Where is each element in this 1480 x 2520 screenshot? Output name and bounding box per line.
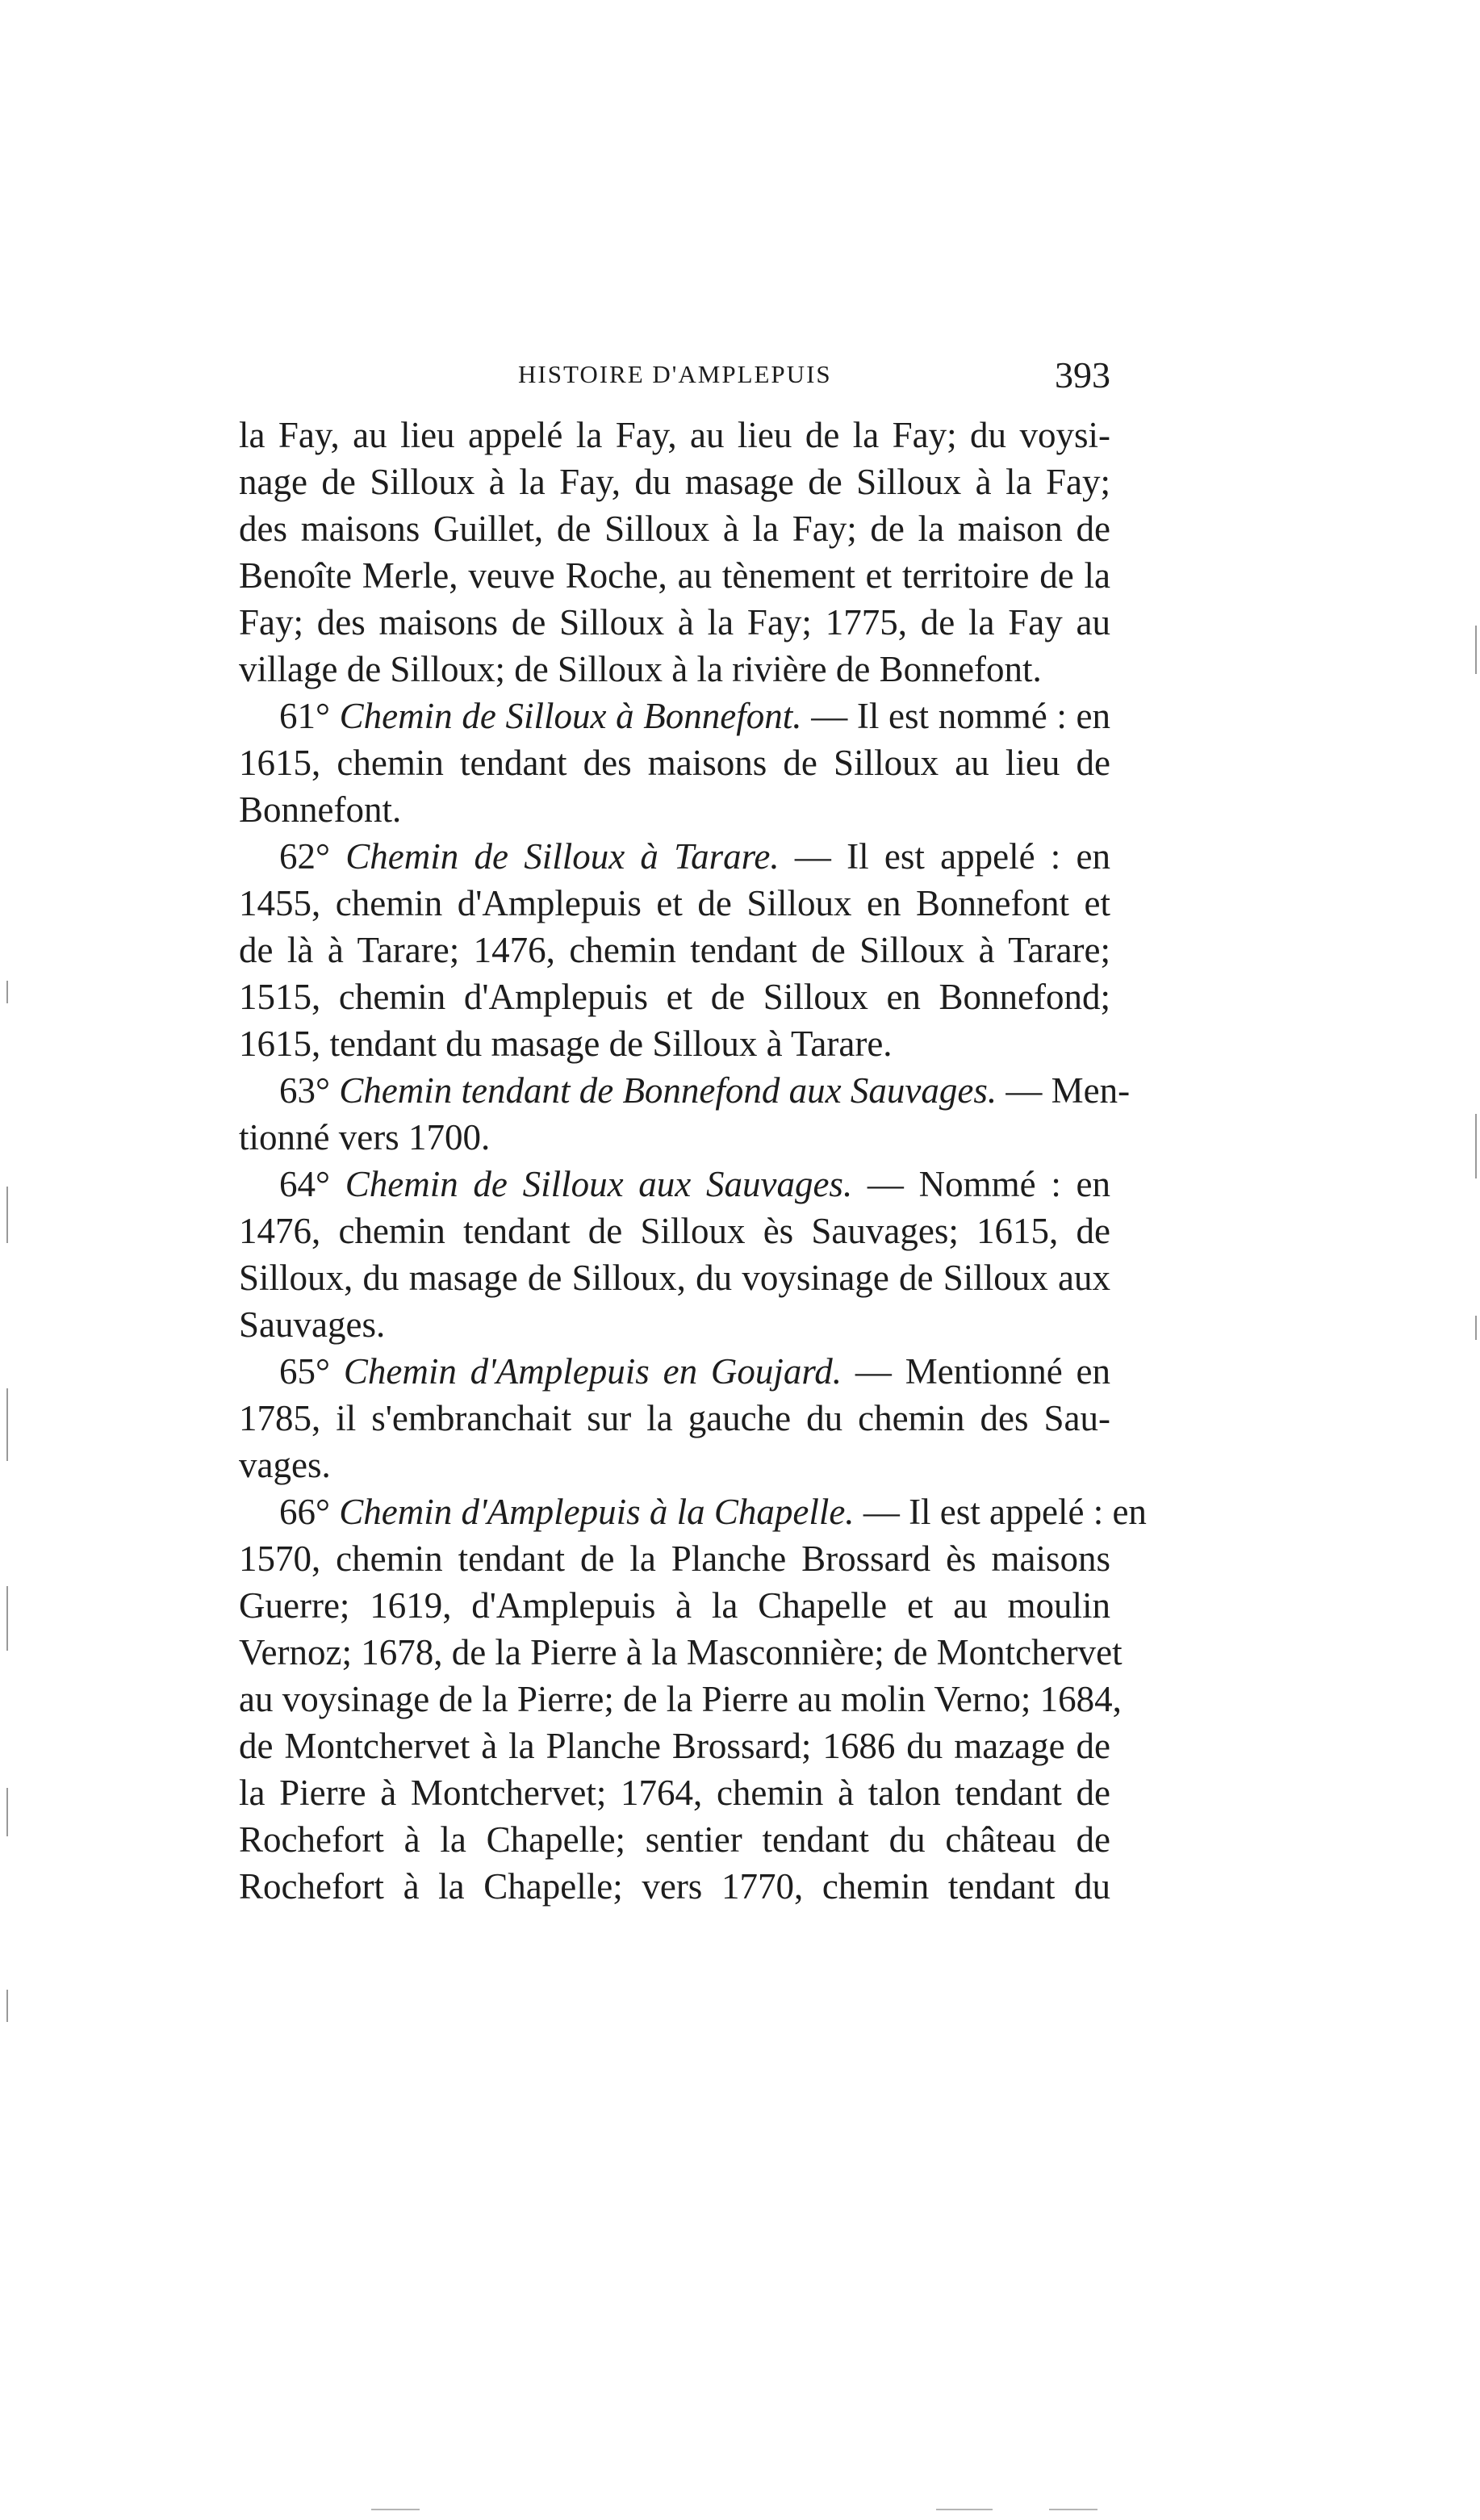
text-line: Silloux, du masage de Silloux, du voysinage de Silloux aux xyxy=(239,1258,1110,1298)
text-line: au voysinage de la Pierre; de la Pierre au molin Verno; 1684, xyxy=(239,1679,1122,1719)
text-line: 1570, chemin tendant de la Planche Brossard ès maisons xyxy=(239,1538,1110,1579)
text-line: des maisons Guillet, de Silloux à la Fay; de la maison de xyxy=(239,509,1110,549)
entry-title: Chemin tendant de Bonnefond aux Sauvages. xyxy=(339,1070,997,1111)
text-line: 1785, il s'embranchait sur la gauche du chemin des Sau- xyxy=(239,1398,1110,1438)
scan-edge-mark xyxy=(6,1187,8,1243)
entry-text: — Men- xyxy=(1005,1070,1131,1111)
text-line: vages. xyxy=(239,1445,331,1485)
scan-edge-mark xyxy=(6,1788,8,1836)
entry-number: 62° xyxy=(279,836,330,877)
text-line: Bonnefont. xyxy=(239,789,402,830)
scan-edge-mark xyxy=(6,1388,8,1461)
page-number: 393 xyxy=(1055,354,1110,396)
entry-text: — Il est appelé : en xyxy=(863,1492,1147,1532)
text-line: village de Silloux; de Silloux à la rivière de Bonnefont. xyxy=(239,649,1042,689)
text-line: 1615, chemin tendant des maisons de Silloux au lieu de xyxy=(239,743,1110,783)
text-line: de Montchervet à la Planche Brossard; 1686 du mazage de xyxy=(239,1726,1110,1766)
entry-text: — Nommé : en xyxy=(867,1164,1111,1204)
scan-edge-mark xyxy=(1475,626,1477,674)
entry-number: 64° xyxy=(279,1164,330,1204)
scan-edge-mark xyxy=(1049,2509,1097,2510)
entry-text: — Mentionné en xyxy=(855,1351,1110,1392)
text-line: Benoîte Merle, veuve Roche, au tènement et territoire de la xyxy=(239,555,1110,596)
entry-title: Chemin de Silloux à Tarare. xyxy=(345,836,780,877)
scan-edge-mark xyxy=(6,1586,8,1651)
running-head xyxy=(239,354,1110,402)
text-line: Vernoz; 1678, de la Pierre à la Masconnière; de Montchervet xyxy=(239,1632,1123,1672)
text-line: 1615, tendant du masage de Silloux à Tarare. xyxy=(239,1023,893,1064)
text-line xyxy=(239,1488,1147,1535)
text-line xyxy=(239,1161,1110,1208)
text-line: 1515, chemin d'Amplepuis et de Silloux en Bonnefond; xyxy=(239,977,1110,1017)
scan-edge-mark xyxy=(371,2509,420,2510)
entry-number: 61° xyxy=(279,696,330,736)
entry-title: Chemin de Silloux aux Sauvages. xyxy=(345,1164,853,1204)
text-line: 1455, chemin d'Amplepuis et de Silloux en Bonnefont et xyxy=(239,883,1110,923)
text-line xyxy=(239,833,1110,880)
entry-title: Chemin d'Amplepuis en Goujard. xyxy=(343,1351,842,1392)
entry-text: — Il est appelé : en xyxy=(794,836,1111,877)
text-line: la Pierre à Montchervet; 1764, chemin à talon tendant de xyxy=(239,1773,1110,1813)
text-line: nage de Silloux à la Fay, du masage de Silloux à la Fay; xyxy=(239,462,1110,502)
text-line: Fay; des maisons de Silloux à la Fay; 1775, de la Fay au xyxy=(239,602,1110,643)
text-line: la Fay, au lieu appelé la Fay, au lieu de la Fay; du voysi- xyxy=(239,415,1110,455)
entry-title: Chemin de Silloux à Bonnefont. xyxy=(339,696,802,736)
text-line: tionné vers 1700. xyxy=(239,1117,491,1157)
body-text xyxy=(239,412,1147,1910)
scan-edge-mark xyxy=(6,1990,8,2022)
scan-edge-mark xyxy=(1475,1316,1477,1340)
entry-number: 66° xyxy=(279,1492,330,1532)
entry-text: — Il est nommé : en xyxy=(811,696,1110,736)
running-title: HISTOIRE D'AMPLEPUIS xyxy=(518,360,832,388)
text-line xyxy=(239,1348,1110,1395)
text-line xyxy=(239,693,1110,739)
text-line: Rochefort à la Chapelle; sentier tendant du château de xyxy=(239,1819,1110,1860)
text-line: Rochefort à la Chapelle; vers 1770, chemin tendant du xyxy=(239,1866,1110,1907)
text-line: Guerre; 1619, d'Amplepuis à la Chapelle et au moulin xyxy=(239,1585,1110,1626)
text-line: 1476, chemin tendant de Silloux ès Sauvages; 1615, de xyxy=(239,1211,1110,1251)
text-line xyxy=(239,1067,1131,1114)
entry-number: 63° xyxy=(279,1070,330,1111)
scan-edge-mark xyxy=(1475,1114,1477,1178)
entry-number: 65° xyxy=(279,1351,330,1392)
text-line: Sauvages. xyxy=(239,1304,386,1345)
scan-edge-mark xyxy=(6,981,8,1003)
entry-title: Chemin d'Amplepuis à la Chapelle. xyxy=(339,1492,855,1532)
scan-edge-mark xyxy=(936,2509,993,2510)
text-line: de là à Tarare; 1476, chemin tendant de Silloux à Tarare; xyxy=(239,930,1110,970)
